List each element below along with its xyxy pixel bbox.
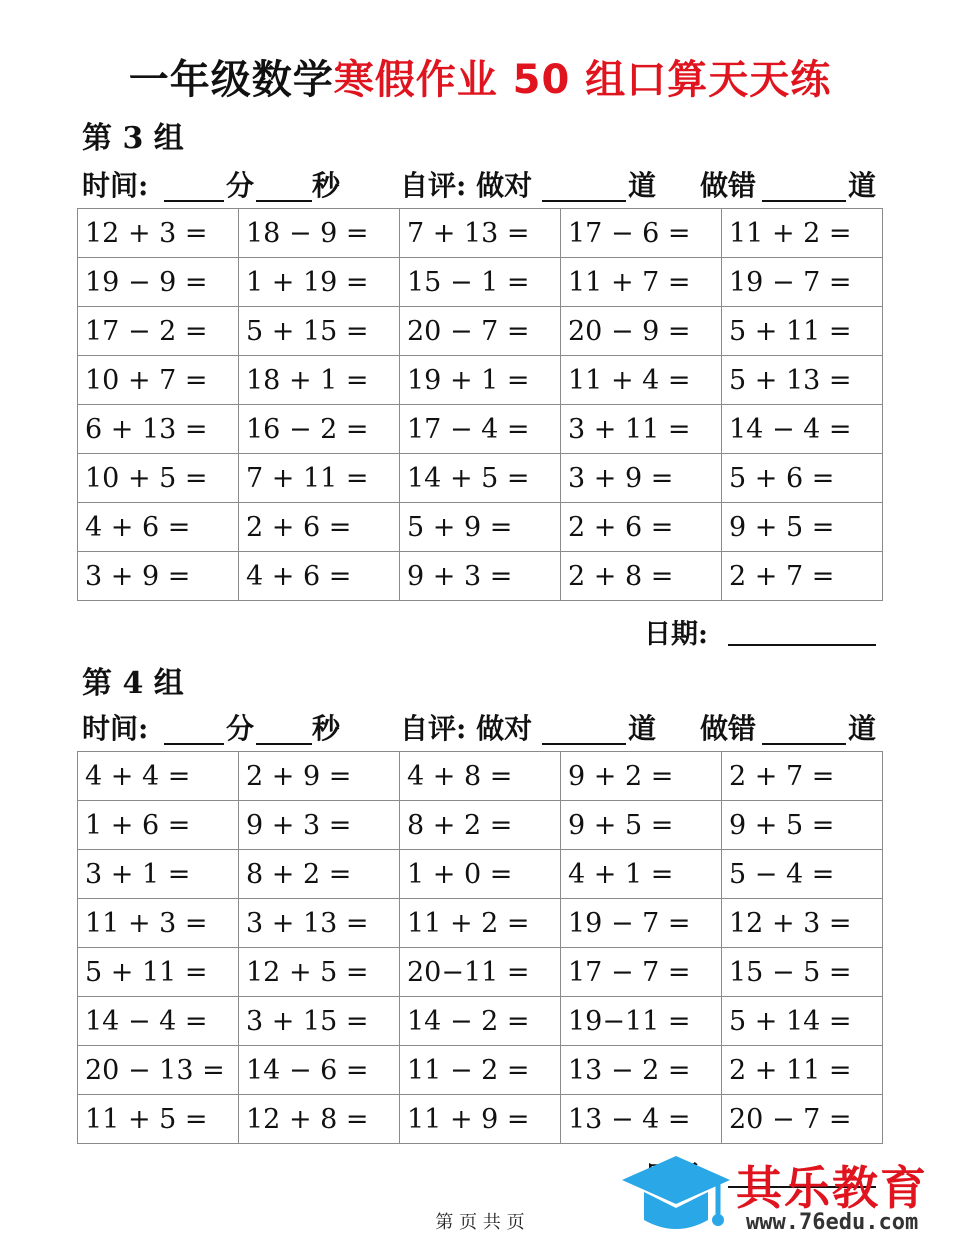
- problem-cell[interactable]: 8 + 2 =: [400, 801, 561, 850]
- problem-cell[interactable]: 1 + 0 =: [400, 850, 561, 899]
- date-label: 日期:: [644, 619, 708, 650]
- brand-logo: [618, 1150, 958, 1245]
- problem-cell[interactable]: 19 + 1 =: [400, 356, 561, 405]
- table-row: [78, 948, 883, 997]
- problem-cell[interactable]: 17 − 2 =: [78, 307, 239, 356]
- problem-table: [77, 208, 883, 601]
- problem-cell[interactable]: 9 + 5 =: [561, 801, 722, 850]
- wrong-unit: 道: [848, 712, 877, 745]
- problem-cell[interactable]: 11 + 2 =: [722, 209, 883, 258]
- table-row: [78, 209, 883, 258]
- problem-cell[interactable]: 9 + 5 =: [722, 503, 883, 552]
- problem-cell[interactable]: 5 + 11 =: [78, 948, 239, 997]
- minutes-label: 分: [226, 169, 255, 202]
- problem-cell[interactable]: 10 + 5 =: [78, 454, 239, 503]
- table-row: [78, 1046, 883, 1095]
- problem-cell[interactable]: 13 − 2 =: [561, 1046, 722, 1095]
- page-footer: 第 页 共 页: [435, 1212, 525, 1233]
- brand-url: www.76edu.com: [746, 1210, 919, 1235]
- table-row: [78, 356, 883, 405]
- problem-cell[interactable]: 14 − 4 =: [78, 997, 239, 1046]
- problem-cell[interactable]: 19 − 7 =: [722, 258, 883, 307]
- seconds-label: 秒: [312, 169, 341, 202]
- wrong-count-blank[interactable]: [762, 743, 846, 745]
- time-label: 时间:: [82, 169, 149, 202]
- problem-cell[interactable]: 18 + 1 =: [239, 356, 400, 405]
- problem-cell[interactable]: 12 + 3 =: [78, 209, 239, 258]
- problem-cell[interactable]: 10 + 7 =: [78, 356, 239, 405]
- problem-cell[interactable]: 4 + 4 =: [78, 752, 239, 801]
- problem-cell[interactable]: 15 − 1 =: [400, 258, 561, 307]
- seconds-blank[interactable]: [256, 743, 312, 745]
- page-title-part2: 寒假作业 50 组口算天天练: [333, 57, 832, 103]
- problem-cell[interactable]: 3 + 1 =: [78, 850, 239, 899]
- table-row: [78, 801, 883, 850]
- table-row: [78, 307, 883, 356]
- seconds-blank[interactable]: [256, 200, 312, 202]
- table-row: [78, 850, 883, 899]
- table-row: [78, 258, 883, 307]
- problem-cell[interactable]: 3 + 15 =: [239, 997, 400, 1046]
- problem-cell[interactable]: 3 + 13 =: [239, 899, 400, 948]
- problem-cell[interactable]: 20 − 7 =: [722, 1095, 883, 1144]
- problem-cell[interactable]: 11 + 9 =: [400, 1095, 561, 1144]
- wrong-count-blank[interactable]: [762, 200, 846, 202]
- problem-cell[interactable]: 7 + 11 =: [239, 454, 400, 503]
- problem-cell[interactable]: 11 + 2 =: [400, 899, 561, 948]
- problem-cell[interactable]: 14 − 4 =: [722, 405, 883, 454]
- problem-cell[interactable]: 19 − 7 =: [561, 899, 722, 948]
- problem-cell[interactable]: 12 + 5 =: [239, 948, 400, 997]
- group-meta-row: [82, 164, 882, 204]
- problem-cell[interactable]: 20−11 =: [400, 948, 561, 997]
- problem-cell[interactable]: 2 + 6 =: [561, 503, 722, 552]
- problem-cell[interactable]: 17 − 7 =: [561, 948, 722, 997]
- table-row: [78, 454, 883, 503]
- seconds-label: 秒: [312, 712, 341, 745]
- problem-cell[interactable]: 14 + 5 =: [400, 454, 561, 503]
- group-heading: 第 4 组: [82, 666, 184, 701]
- problem-cell[interactable]: 13 − 4 =: [561, 1095, 722, 1144]
- problem-table: [77, 751, 883, 1144]
- problem-cell[interactable]: 14 − 6 =: [239, 1046, 400, 1095]
- table-row: [78, 1095, 883, 1144]
- problem-cell[interactable]: 11 − 2 =: [400, 1046, 561, 1095]
- problem-cell[interactable]: 1 + 19 =: [239, 258, 400, 307]
- correct-count-blank[interactable]: [542, 743, 626, 745]
- self-eval-label: 自评: 做对: [400, 712, 533, 745]
- problem-cell[interactable]: 16 − 2 =: [239, 405, 400, 454]
- problem-cell[interactable]: 5 + 14 =: [722, 997, 883, 1046]
- problem-cell[interactable]: 18 − 9 =: [239, 209, 400, 258]
- problem-cell[interactable]: 4 + 1 =: [561, 850, 722, 899]
- problem-cell[interactable]: 12 + 3 =: [722, 899, 883, 948]
- problem-cell[interactable]: 14 − 2 =: [400, 997, 561, 1046]
- problem-cell[interactable]: 4 + 6 =: [78, 503, 239, 552]
- problem-cell[interactable]: 3 + 9 =: [78, 552, 239, 601]
- problem-cell[interactable]: 19−11 =: [561, 997, 722, 1046]
- wrong-label: 做错: [700, 169, 757, 202]
- wrong-label: 做错: [700, 712, 757, 745]
- table-row: [78, 997, 883, 1046]
- problem-cell[interactable]: 20 − 9 =: [561, 307, 722, 356]
- problem-cell[interactable]: 7 + 13 =: [400, 209, 561, 258]
- problem-cell[interactable]: 3 + 9 =: [561, 454, 722, 503]
- problem-cell[interactable]: 9 + 3 =: [400, 552, 561, 601]
- minutes-label: 分: [226, 712, 255, 745]
- group-meta-row: [82, 707, 882, 747]
- table-row: [78, 752, 883, 801]
- minutes-blank[interactable]: [164, 743, 224, 745]
- problem-cell[interactable]: 19 − 9 =: [78, 258, 239, 307]
- brand-name: 其乐教育: [736, 1161, 928, 1215]
- problem-cell[interactable]: 2 + 11 =: [722, 1046, 883, 1095]
- problem-cell[interactable]: 4 + 8 =: [400, 752, 561, 801]
- graduation-cap-icon: [618, 1150, 736, 1245]
- problem-cell[interactable]: 2 + 6 =: [239, 503, 400, 552]
- problem-cell[interactable]: 9 + 3 =: [239, 801, 400, 850]
- problem-cell[interactable]: 9 + 2 =: [561, 752, 722, 801]
- problem-cell[interactable]: 8 + 2 =: [239, 850, 400, 899]
- problem-cell[interactable]: 15 − 5 =: [722, 948, 883, 997]
- problem-cell[interactable]: 9 + 5 =: [722, 801, 883, 850]
- problem-cell[interactable]: 20 − 7 =: [400, 307, 561, 356]
- problem-cell[interactable]: 3 + 11 =: [561, 405, 722, 454]
- problem-cell[interactable]: 12 + 8 =: [239, 1095, 400, 1144]
- problem-cell[interactable]: 11 + 4 =: [561, 356, 722, 405]
- table-row: [78, 899, 883, 948]
- minutes-blank[interactable]: [164, 200, 224, 202]
- group-heading: 第 3 组: [82, 121, 184, 156]
- problem-cell[interactable]: 5 + 11 =: [722, 307, 883, 356]
- problem-cell[interactable]: 6 + 13 =: [78, 405, 239, 454]
- problem-cell[interactable]: 11 + 7 =: [561, 258, 722, 307]
- problem-cell[interactable]: 5 + 9 =: [400, 503, 561, 552]
- problem-cell[interactable]: 4 + 6 =: [239, 552, 400, 601]
- correct-unit: 道: [628, 712, 657, 745]
- correct-unit: 道: [628, 169, 657, 202]
- problem-cell[interactable]: 1 + 6 =: [78, 801, 239, 850]
- page-title: [0, 48, 960, 105]
- problem-cell[interactable]: 17 − 4 =: [400, 405, 561, 454]
- problem-cell[interactable]: 2 + 7 =: [722, 752, 883, 801]
- table-row: [78, 503, 883, 552]
- date-blank[interactable]: [728, 644, 876, 646]
- page-title-part1: 一年级数学: [128, 57, 334, 103]
- problem-cell[interactable]: 17 − 6 =: [561, 209, 722, 258]
- problem-cell[interactable]: 5 + 6 =: [722, 454, 883, 503]
- table-row: [78, 405, 883, 454]
- wrong-unit: 道: [848, 169, 877, 202]
- problem-cell[interactable]: 2 + 9 =: [239, 752, 400, 801]
- problem-cell[interactable]: 2 + 7 =: [722, 552, 883, 601]
- problem-cell[interactable]: 5 − 4 =: [722, 850, 883, 899]
- correct-count-blank[interactable]: [542, 200, 626, 202]
- problem-cell[interactable]: 5 + 13 =: [722, 356, 883, 405]
- time-label: 时间:: [82, 712, 149, 745]
- problem-cell[interactable]: 20 − 13 =: [78, 1046, 239, 1095]
- problem-cell[interactable]: 11 + 3 =: [78, 899, 239, 948]
- problem-cell[interactable]: 2 + 8 =: [561, 552, 722, 601]
- self-eval-label: 自评: 做对: [400, 169, 533, 202]
- problem-cell[interactable]: 11 + 5 =: [78, 1095, 239, 1144]
- problem-cell[interactable]: 5 + 15 =: [239, 307, 400, 356]
- table-row: [78, 552, 883, 601]
